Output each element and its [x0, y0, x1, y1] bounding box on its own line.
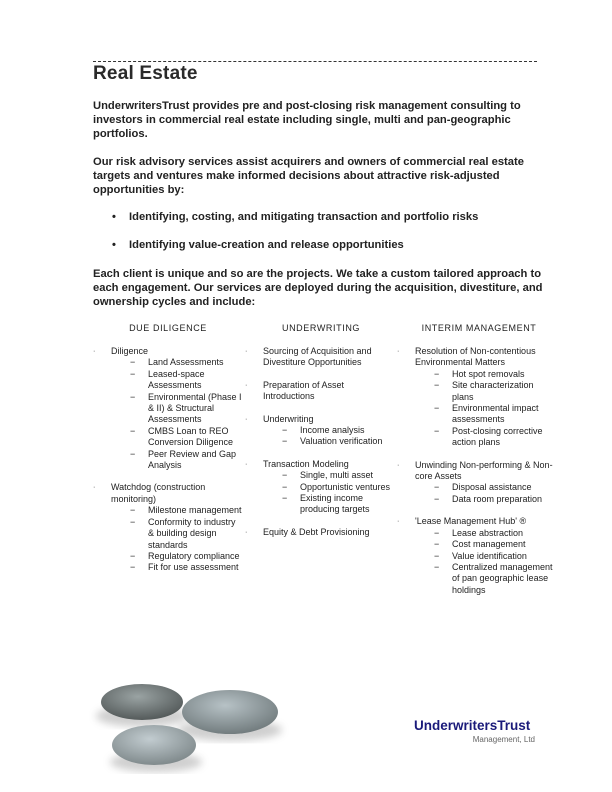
sub-item-label: Environmental impact assessments — [452, 403, 539, 425]
sub-item-label: Lease abstraction — [452, 527, 524, 538]
dash-icon: − — [434, 425, 440, 436]
column-heading-due-diligence: DUE DILIGENCE — [129, 323, 207, 333]
dash-icon: − — [130, 516, 136, 527]
column-underwriting — [245, 346, 395, 549]
dash-icon: − — [282, 481, 288, 492]
intro-paragraph: UnderwritersTrust provides pre and post-closing risk management consulting to investors in commercial real estate including single, multi and pan-geographic portfolios. — [93, 100, 521, 140]
sub-item — [111, 551, 243, 562]
dash-icon: − — [130, 562, 136, 573]
sub-item — [415, 562, 555, 596]
service-item-label: Underwriting — [263, 413, 314, 424]
dash-icon: − — [130, 550, 136, 561]
sub-item — [415, 551, 555, 562]
service-item-label: Watchdog (construction monitoring) — [111, 482, 206, 504]
service-item — [397, 346, 555, 449]
sub-item-label: Site characterization plans — [452, 380, 534, 402]
sub-item-label: Fit for use assessment — [148, 562, 239, 573]
brand-logo-text: UnderwritersTrust — [414, 718, 531, 733]
sub-item — [415, 482, 555, 493]
sub-item — [415, 380, 555, 403]
sub-item — [111, 392, 243, 426]
dash-icon: − — [434, 403, 440, 414]
dash-icon: − — [130, 368, 136, 379]
dash-icon: − — [282, 425, 288, 436]
dash-icon: − — [130, 357, 136, 368]
bullet-icon: · — [245, 348, 248, 355]
sub-item — [415, 528, 555, 539]
dash-icon: − — [434, 527, 440, 538]
sub-item-label: Post-closing corrective action plans — [452, 425, 543, 448]
sub-item-label: Single, multi asset — [300, 470, 374, 481]
advisory-paragraph: Our risk advisory services assist acquirers and owners of commercial real estate targets and ventures make informed decisions about attractive risk-adjusted opportunities by: — [93, 156, 524, 196]
sub-item-label: Centralized management of pan geographic lease holdings — [452, 561, 553, 595]
sub-item — [263, 493, 395, 516]
sub-item-label: Peer Review and Gap Analysis — [148, 448, 237, 471]
sub-item — [111, 505, 243, 516]
column-due-diligence — [93, 346, 243, 585]
sub-item-label: Existing income producing targets — [300, 493, 370, 515]
dash-icon: − — [282, 436, 288, 447]
dash-icon: − — [434, 380, 440, 391]
brand-subtitle: Management, Ltd — [472, 735, 535, 744]
sub-item-label: Leased-space Assessments — [148, 368, 205, 391]
sub-item-label: Milestone management — [148, 505, 242, 516]
sub-item — [111, 449, 243, 472]
bullet-icon: · — [245, 415, 248, 423]
bullet-icon: · — [93, 484, 96, 492]
sub-item-label: Income analysis — [300, 425, 365, 436]
bullet-icon: • — [112, 211, 116, 223]
dash-icon: − — [282, 470, 288, 481]
service-item-label: Unwinding Non-performing & Non-core Assets — [415, 459, 553, 482]
sub-item — [415, 494, 555, 505]
column-heading-interim-management: INTERIM MANAGEMENT — [421, 323, 537, 333]
bullet-icon: · — [93, 348, 96, 355]
sub-item-label: Data room preparation — [452, 493, 543, 504]
sub-item — [263, 436, 395, 447]
service-item — [245, 527, 395, 538]
service-item-label: Sourcing of Acquisition and Divestiture Opportunities — [263, 346, 372, 368]
dash-icon: − — [130, 425, 136, 436]
sub-item-list — [415, 482, 555, 505]
bullet-icon: · — [397, 461, 400, 469]
key-bullet: • Identifying value-creation and release opportunities — [112, 239, 404, 251]
sub-item-list — [263, 425, 395, 448]
sub-item-list — [415, 369, 555, 449]
sub-item-label: Regulatory compliance — [148, 550, 240, 561]
approach-paragraph: Each client is unique and so are the projects. We take a custom tailored approach to each engagement. Our services are deployed during the acquisition, divestiture, and ownership cycles and include: — [93, 268, 543, 308]
service-item — [397, 516, 555, 596]
sub-item — [415, 539, 555, 550]
service-item-label: 'Lease Management Hub' ® — [415, 516, 527, 527]
sub-item — [415, 403, 555, 426]
sub-item-label: Valuation verification — [300, 436, 383, 447]
pebbles-image — [66, 612, 316, 792]
sub-item-label: Opportunistic ventures — [300, 481, 391, 492]
sub-item — [111, 517, 243, 551]
sub-item-list — [111, 357, 243, 471]
dash-icon: − — [130, 391, 136, 402]
service-item — [245, 459, 395, 516]
service-item-label: Preparation of Asset Introductions — [263, 379, 345, 402]
service-item-label: Equity & Debt Provisioning — [263, 526, 370, 537]
sub-item — [111, 426, 243, 449]
service-item-label: Transaction Modeling — [263, 458, 349, 469]
bullet-icon: · — [245, 460, 248, 468]
bullet-icon: · — [245, 528, 248, 536]
dash-icon: − — [434, 539, 440, 550]
dash-icon: − — [130, 448, 136, 459]
sub-item-label: Value identification — [452, 550, 527, 561]
sub-item-list — [111, 505, 243, 573]
sub-item — [415, 426, 555, 449]
service-item-label: Diligence — [111, 346, 149, 356]
service-item — [245, 346, 395, 369]
bullet-icon: · — [245, 381, 248, 389]
sub-item — [111, 369, 243, 392]
sub-item — [263, 425, 395, 436]
sub-item — [263, 470, 395, 481]
key-bullet: • Identifying, costing, and mitigating transaction and portfolio risks — [112, 211, 479, 223]
dash-icon: − — [130, 505, 136, 516]
sub-item — [111, 357, 243, 368]
sub-item-label: Land Assessments — [148, 357, 224, 368]
sub-item-label: Environmental (Phase I & II) & Structural Assessments — [148, 391, 242, 425]
service-item — [93, 482, 243, 573]
sub-item — [415, 369, 555, 380]
sub-item-label: Disposal assistance — [452, 482, 532, 493]
column-heading-underwriting: UNDERWRITING — [281, 323, 361, 333]
sub-item — [263, 482, 395, 493]
sub-item-list — [415, 528, 555, 596]
sub-item-label: Conformity to industry & building design standards — [148, 516, 236, 550]
bullet-icon: · — [397, 348, 400, 355]
service-item — [397, 460, 555, 506]
sub-item-list — [263, 470, 395, 516]
dash-icon: − — [434, 493, 440, 504]
service-item — [245, 380, 395, 403]
sub-item — [111, 562, 243, 573]
sub-item-label: Hot spot removals — [452, 368, 525, 379]
sub-item-label: CMBS Loan to REO Conversion Diligence — [148, 425, 234, 448]
dash-icon: − — [434, 561, 440, 572]
service-item-label: Resolution of Non-contentious Environmental Matters — [415, 346, 536, 368]
top-rule — [93, 61, 537, 62]
sub-item-label: Cost management — [452, 539, 526, 550]
dash-icon: − — [282, 493, 288, 504]
page-title: Real Estate — [93, 63, 198, 84]
column-interim-management — [397, 346, 555, 607]
dash-icon: − — [434, 368, 440, 379]
service-item — [245, 414, 395, 448]
bullet-icon: • — [112, 239, 116, 251]
service-item — [93, 346, 243, 471]
bullet-icon: · — [397, 518, 400, 526]
dash-icon: − — [434, 550, 440, 561]
dash-icon: − — [434, 482, 440, 493]
